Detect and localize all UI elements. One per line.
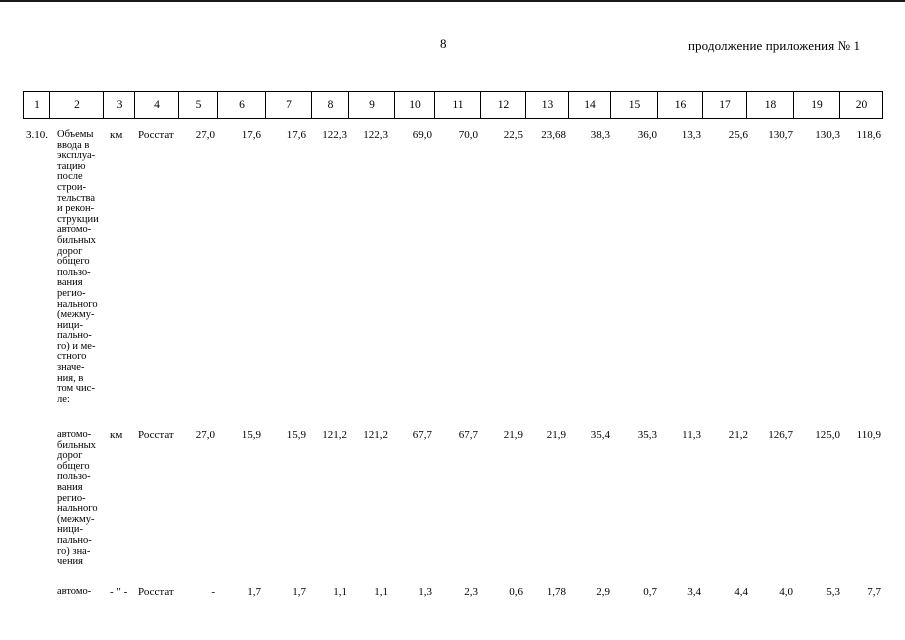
value-cell: 0,6 [509,586,523,598]
indicator-line: пально- [57,330,92,342]
indicator-line: пользо- [57,471,91,483]
header-col-7: 7 [286,99,292,111]
value-cell: 13,3 [681,129,701,141]
value-cell: 0,7 [643,586,657,598]
value-cell: 67,7 [412,429,432,441]
header-divider [265,92,266,118]
unit-cell: км [110,129,123,141]
indicator-line: дорог [57,450,83,462]
value-cell: 1,1 [374,586,388,598]
header-col-2: 2 [74,99,80,111]
header-col-17: 17 [719,99,731,111]
indicator-line: регио- [57,492,86,504]
value-cell: 27,0 [195,429,215,441]
indicator-line: после [57,171,83,183]
header-divider [217,92,218,118]
header-col-10: 10 [409,99,421,111]
header-divider [839,92,840,118]
indicator-line: нального [57,503,98,515]
header-divider [103,92,104,118]
indicator-line: общего [57,256,90,268]
value-cell: 122,3 [363,129,388,141]
header-divider [568,92,569,118]
indicator-line: пользо- [57,266,91,278]
indicator-line: автомо- [57,224,92,236]
value-cell: 1,1 [333,586,347,598]
indicator-line: тацию [57,160,86,172]
value-cell: 21,2 [728,429,748,441]
value-cell: 130,7 [768,129,793,141]
value-cell: 1,7 [247,586,261,598]
indicator-line: ввода в [57,139,90,151]
value-cell: 122,3 [322,129,347,141]
row-number: 3.10. [26,129,48,141]
header-col-13: 13 [541,99,554,111]
header-col-19: 19 [811,99,823,111]
unit-cell: км [110,429,123,441]
indicator-name [57,587,105,598]
header-col-15: 15 [628,99,641,111]
header-divider [178,92,179,118]
indicator-line: (межму- [57,513,95,525]
indicator-line: автомо- [57,429,92,440]
value-cell: 21,9 [546,429,566,441]
value-cell: 125,0 [815,429,840,441]
header-divider [746,92,747,118]
indicator-line: пально- [57,534,92,546]
header-divider [793,92,794,118]
value-cell: 22,5 [503,129,523,141]
value-cell: 4,4 [734,586,748,598]
indicator-line: бильных [57,439,96,451]
value-cell: 110,9 [856,429,881,441]
header-col-5: 5 [195,99,202,111]
header-col-11: 11 [452,99,464,111]
header-divider [480,92,481,118]
value-cell: 25,6 [728,129,748,141]
header-divider [134,92,135,118]
value-cell: 5,3 [826,586,840,598]
indicator-line: и рекон- [57,203,95,215]
indicator-line: го) и ме- [57,340,96,352]
value-cell: 17,6 [241,129,261,141]
indicator-line: ници- [57,319,83,331]
value-cell: 130,3 [815,129,840,141]
value-cell: 36,0 [637,129,657,141]
value-cell: 126,7 [768,429,793,441]
header-col-4: 4 [154,99,160,111]
indicator-line: автомо- [57,586,92,597]
indicator-line: вания [57,481,83,493]
header-divider [702,92,703,118]
value-cell: 67,7 [458,429,478,441]
value-cell: 15,9 [286,429,306,441]
indicator-line: вания [57,277,83,289]
header-divider [434,92,435,118]
value-cell: 38,3 [590,129,610,141]
value-cell: 35,4 [590,429,610,441]
top-border-line [0,0,905,2]
value-cell: 4,0 [779,586,793,598]
page-number: 8 [440,36,447,51]
indicator-line: дорог [57,245,83,257]
header-col-12: 12 [497,99,510,111]
header-divider [348,92,349,118]
indicator-line: (межму- [57,309,95,321]
value-cell: 1,7 [292,586,306,598]
value-cell: 2,9 [596,586,610,598]
indicator-line: го) зна- [57,545,91,557]
indicator-line: струкции [57,213,99,225]
indicator-line: ния, в [57,372,84,384]
indicator-line: значе- [57,362,85,374]
appendix-continuation-note: продолжение приложения № 1 [688,38,861,53]
value-cell: 23,68 [541,129,566,141]
header-col-6: 6 [239,99,245,111]
header-col-20: 20 [855,99,868,111]
header-col-18: 18 [764,99,777,111]
value-cell: 69,0 [412,129,432,141]
indicator-line: том чис- [57,383,95,395]
value-cell: - [211,586,215,598]
indicator-name [57,130,105,405]
value-cell: 118,6 [856,129,881,141]
header-col-14: 14 [584,99,596,111]
indicator-line: ници- [57,524,83,536]
header-divider [311,92,312,118]
indicator-line: тельства [57,192,96,204]
value-cell: 3,4 [687,586,701,598]
header-col-1: 1 [34,99,40,111]
header-col-8: 8 [327,99,334,111]
value-cell: 17,6 [286,129,306,141]
header-divider [394,92,395,118]
unit-cell: - " - [110,586,128,598]
indicator-line: общего [57,460,90,472]
value-cell: 121,2 [363,429,388,441]
value-cell: 1,3 [418,586,432,598]
indicator-line: строи- [57,181,86,193]
value-cell: 7,7 [867,586,881,598]
header-col-16: 16 [674,99,687,111]
header-divider [610,92,611,118]
indicator-line: эксплуа- [57,150,96,162]
value-cell: 11,3 [682,429,701,441]
header-divider [525,92,526,118]
value-cell: 121,2 [322,429,347,441]
header-divider [49,92,50,118]
source-cell: Росстат [138,129,174,141]
source-cell: Росстат [138,586,174,598]
indicator-line: чения [57,556,84,568]
header-col-9: 9 [369,99,375,111]
value-cell: 27,0 [195,129,215,141]
header-col-3: 3 [116,99,123,111]
header-divider [657,92,658,118]
value-cell: 1,78 [546,586,566,598]
value-cell: 21,9 [503,429,523,441]
indicator-name [57,430,105,568]
value-cell: 15,9 [241,429,261,441]
value-cell: 35,3 [637,429,657,441]
indicator-line: Объемы [57,129,94,140]
indicator-line: стного [57,351,87,363]
value-cell: 70,0 [458,129,478,141]
table-header-row [23,91,883,119]
indicator-line: бильных [57,234,96,246]
indicator-line: регио- [57,287,86,299]
indicator-line: нального [57,298,98,310]
value-cell: 2,3 [464,586,478,598]
source-cell: Росстат [138,429,174,441]
indicator-line: ле: [57,393,70,405]
